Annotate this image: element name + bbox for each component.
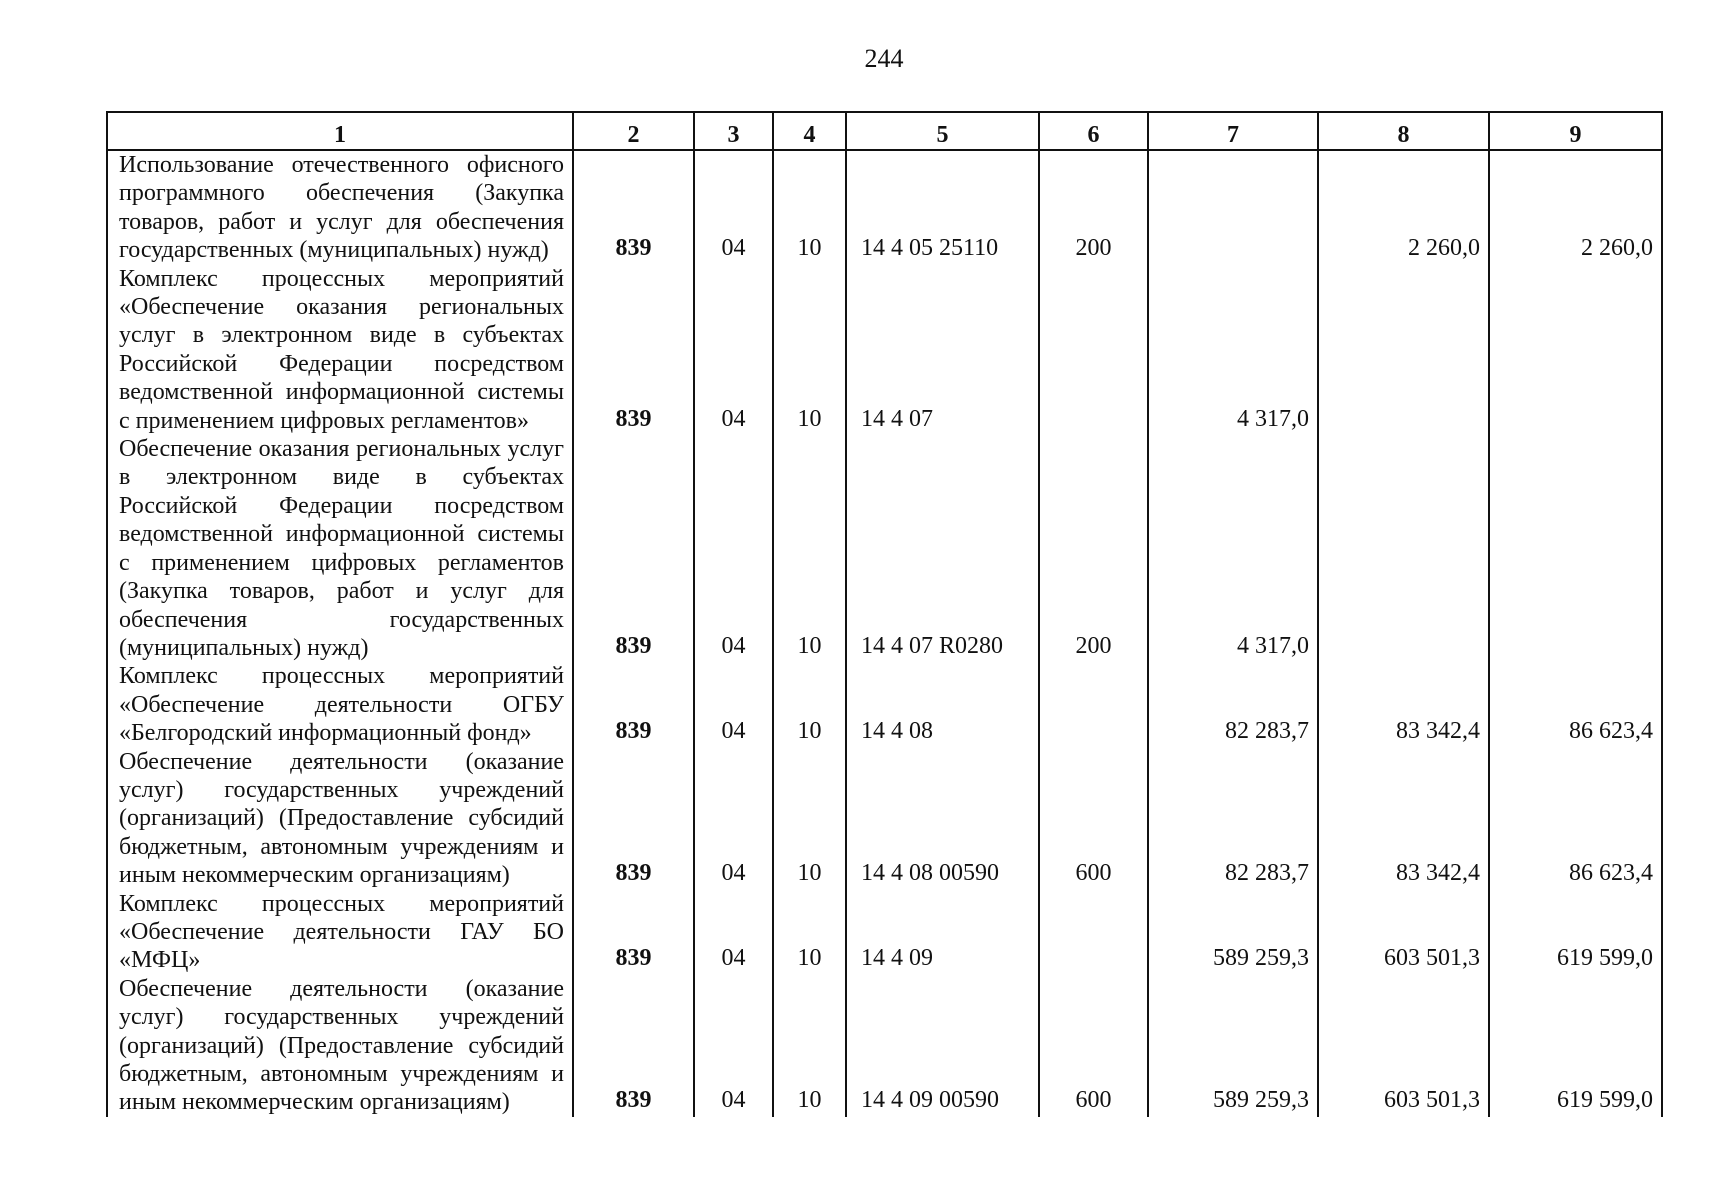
row-ministry-code: 839 (573, 265, 694, 435)
row-amount-col8: 603 501,3 (1318, 975, 1489, 1117)
row-target-article: 14 4 08 00590 (846, 748, 1039, 890)
row-section: 04 (694, 662, 773, 747)
column-header-2: 2 (573, 112, 694, 150)
row-target-article: 14 4 09 (846, 890, 1039, 975)
row-subsection: 10 (773, 890, 846, 975)
table-row (107, 748, 1662, 890)
row-ministry-code: 839 (573, 662, 694, 747)
row-amount-col8: 2 260,0 (1318, 150, 1489, 265)
column-header-8: 8 (1318, 112, 1489, 150)
row-subsection: 10 (773, 975, 846, 1117)
row-name: Использование отечественного офисного программного обеспечения (Закупка товаров, работ и услуг для обеспечения государственных (муниципальных) нужд) (107, 150, 573, 265)
row-expense-type (1039, 662, 1148, 747)
row-amount-col9: 2 260,0 (1489, 150, 1662, 265)
table-row (107, 150, 1662, 265)
row-ministry-code: 839 (573, 150, 694, 265)
row-amount-col7 (1148, 150, 1318, 265)
row-ministry-code: 839 (573, 435, 694, 662)
row-section: 04 (694, 975, 773, 1117)
page-number: 244 (864, 44, 904, 73)
row-expense-type (1039, 265, 1148, 435)
row-subsection: 10 (773, 265, 846, 435)
table-row (107, 890, 1662, 975)
row-expense-type: 200 (1039, 150, 1148, 265)
table-row (107, 265, 1662, 435)
row-amount-col8 (1318, 435, 1489, 662)
row-amount-col7: 82 283,7 (1148, 662, 1318, 747)
row-amount-col8: 83 342,4 (1318, 662, 1489, 747)
row-target-article: 14 4 07 (846, 265, 1039, 435)
row-amount-col9: 619 599,0 (1489, 890, 1662, 975)
row-name: Обеспечение деятельности (оказание услуг) государственных учреждений (организаций) (Предоставление субсидий бюджетным, автономным учреждениям и иным некоммерческим организациям) (107, 748, 573, 890)
row-name: Обеспечение оказания региональных услуг в электронном виде в субъектах Российской Федерации посредством ведомственной информационной системы с применением цифровых регламентов (Закупка товаров, работ и услуг для обеспечения государственных (муниципальных) нужд) (107, 435, 573, 662)
row-amount-col7: 589 259,3 (1148, 975, 1318, 1117)
row-amount-col8 (1318, 265, 1489, 435)
row-subsection: 10 (773, 748, 846, 890)
row-amount-col9: 619 599,0 (1489, 975, 1662, 1117)
column-header-6: 6 (1039, 112, 1148, 150)
column-header-3: 3 (694, 112, 773, 150)
row-amount-col9: 86 623,4 (1489, 662, 1662, 747)
column-header-5: 5 (846, 112, 1039, 150)
row-expense-type (1039, 890, 1148, 975)
row-ministry-code: 839 (573, 890, 694, 975)
column-header-9: 9 (1489, 112, 1662, 150)
row-amount-col7: 589 259,3 (1148, 890, 1318, 975)
row-section: 04 (694, 265, 773, 435)
table-row (107, 975, 1662, 1117)
row-amount-col9 (1489, 265, 1662, 435)
row-amount-col7: 4 317,0 (1148, 435, 1318, 662)
row-target-article: 14 4 09 00590 (846, 975, 1039, 1117)
table-row (107, 435, 1662, 662)
column-header-7: 7 (1148, 112, 1318, 150)
row-name: Обеспечение деятельности (оказание услуг) государственных учреждений (организаций) (Предоставление субсидий бюджетным, автономным учреждениям и иным некоммерческим организациям) (107, 975, 573, 1117)
budget-table (106, 111, 1663, 1117)
row-section: 04 (694, 890, 773, 975)
row-subsection: 10 (773, 662, 846, 747)
row-target-article: 14 4 05 25110 (846, 150, 1039, 265)
table-header-row (107, 112, 1662, 150)
table-row (107, 662, 1662, 747)
row-amount-col8: 603 501,3 (1318, 890, 1489, 975)
row-target-article: 14 4 07 R0280 (846, 435, 1039, 662)
column-header-4: 4 (773, 112, 846, 150)
row-amount-col8: 83 342,4 (1318, 748, 1489, 890)
row-amount-col7: 4 317,0 (1148, 265, 1318, 435)
row-ministry-code: 839 (573, 748, 694, 890)
row-section: 04 (694, 748, 773, 890)
column-header-1: 1 (107, 112, 573, 150)
row-name: Комплекс процессных мероприятий «Обеспечение деятельности ГАУ БО «МФЦ» (107, 890, 573, 975)
row-name: Комплекс процессных мероприятий «Обеспечение деятельности ОГБУ «Белгородский информационный фонд» (107, 662, 573, 747)
row-amount-col7: 82 283,7 (1148, 748, 1318, 890)
row-expense-type: 600 (1039, 748, 1148, 890)
budget-table-container (106, 111, 1661, 1117)
row-section: 04 (694, 435, 773, 662)
row-subsection: 10 (773, 435, 846, 662)
row-section: 04 (694, 150, 773, 265)
row-amount-col9 (1489, 435, 1662, 662)
row-ministry-code: 839 (573, 975, 694, 1117)
row-name: Комплекс процессных мероприятий «Обеспечение оказания региональных услуг в электронном виде в субъектах Российской Федерации посредством ведомственной информационной системы с применением цифровых регламентов» (107, 265, 573, 435)
row-expense-type: 200 (1039, 435, 1148, 662)
row-expense-type: 600 (1039, 975, 1148, 1117)
row-subsection: 10 (773, 150, 846, 265)
row-amount-col9: 86 623,4 (1489, 748, 1662, 890)
row-target-article: 14 4 08 (846, 662, 1039, 747)
